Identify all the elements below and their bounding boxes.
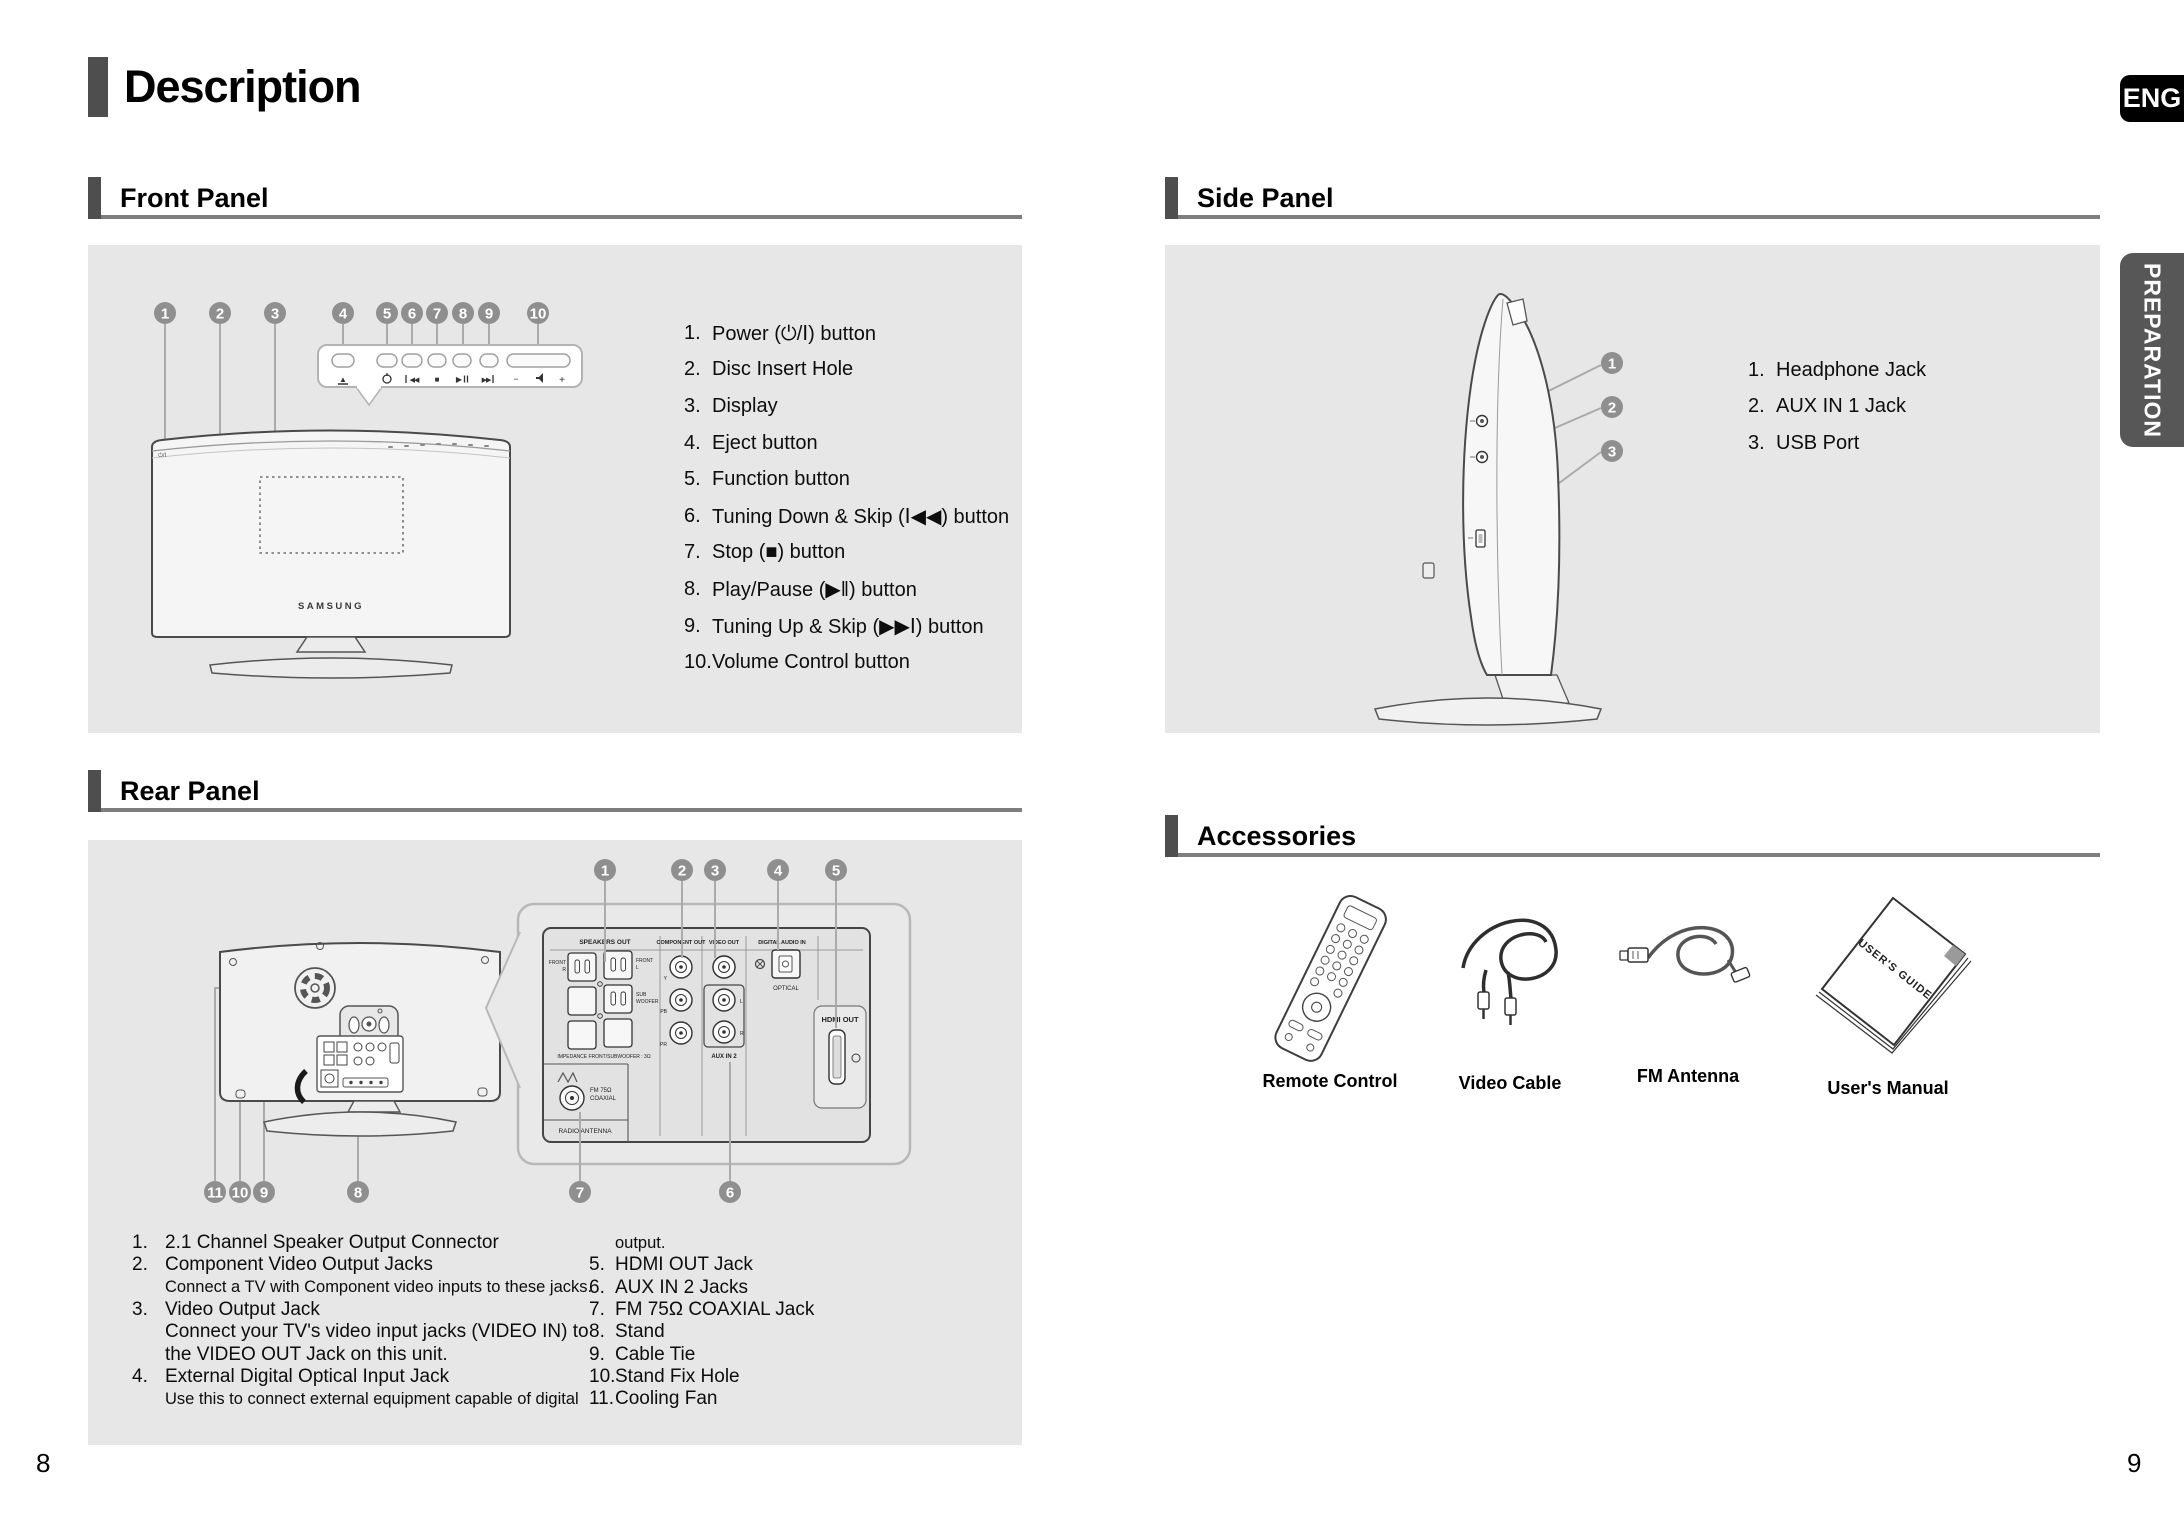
- rear-callout-5: [825, 859, 847, 881]
- svg-text:6: 6: [725, 1184, 735, 1202]
- accessory-label-video-cable: Video Cable: [1458, 1073, 1562, 1093]
- front-callout-2: [209, 302, 231, 324]
- rear-panel-heading: Rear Panel: [120, 776, 260, 806]
- digital-audio-in-label: DIGITAL AUDIO IN: [758, 940, 806, 946]
- list-item: 7. Stop (■) button: [684, 541, 846, 564]
- list-item: 8. Stand: [589, 1321, 665, 1343]
- svg-text:R: R: [562, 967, 566, 973]
- accessory-label-fm-antenna: FM Antenna: [1636, 1066, 1740, 1086]
- video-output-jack: [713, 956, 735, 978]
- svg-text:WOOFER: WOOFER: [636, 999, 659, 1005]
- front-callout-7: [426, 302, 448, 324]
- speakers-out-label: SPEAKERS OUT: [579, 939, 631, 946]
- svg-text:2: 2: [215, 305, 225, 323]
- remote-control-image: [1271, 892, 1390, 1065]
- svg-text:6: 6: [407, 305, 417, 323]
- list-item: 9. Tuning Up & Skip (▶▶Ⅰ) button: [684, 614, 984, 638]
- front-stand-neck: [297, 637, 365, 652]
- svg-text:9: 9: [484, 305, 494, 323]
- side-callout-1: [1601, 352, 1623, 374]
- rear-panel-rule: [101, 808, 1022, 812]
- list-item: 9. Cable Tie: [589, 1343, 696, 1365]
- svg-text:R: R: [740, 1031, 744, 1037]
- accessories-diagram: [1165, 878, 2100, 1098]
- list-item: 3. Video Output Jack: [132, 1299, 320, 1321]
- list-item-description: Connect a TV with Component video inputs to these jacks.: [165, 1278, 593, 1297]
- list-item: 10. Stand Fix Hole: [589, 1365, 740, 1387]
- side-hinge: [1423, 563, 1434, 578]
- list-item: 2. Disc Insert Hole: [684, 358, 854, 381]
- page-number-right: 9: [2127, 1448, 2142, 1478]
- list-item: 5. HDMI OUT Jack: [589, 1254, 753, 1276]
- accessory-label-remote-control: Remote Control: [1262, 1071, 1398, 1091]
- svg-text:4: 4: [773, 862, 783, 880]
- svg-text:L: L: [636, 965, 639, 971]
- svg-text:8: 8: [458, 305, 468, 323]
- rear-panel-bullet: [88, 770, 101, 812]
- list-item: 5. Function button: [684, 468, 850, 491]
- rear-callout-4: [767, 859, 789, 881]
- accessories-rule: [1178, 853, 2100, 857]
- rear-callout-1: [594, 859, 616, 881]
- front-callout-5: [376, 302, 398, 324]
- hdmi-out-jack: [814, 1006, 866, 1108]
- list-item: 6. AUX IN 2 Jacks: [589, 1276, 749, 1298]
- list-item: 4. External Digital Optical Input Jack: [132, 1365, 450, 1387]
- front-panel-bullet: [88, 177, 101, 219]
- front-callout-3: [264, 302, 286, 324]
- svg-text:Y: Y: [663, 976, 667, 982]
- side-panel-diagram: [1165, 245, 2100, 733]
- svg-text:FRONT: FRONT: [636, 958, 654, 964]
- list-item-description: output.: [615, 1233, 666, 1252]
- front-callout-6: [401, 302, 423, 324]
- aux-in-2-label: AUX IN 2: [711, 1054, 737, 1060]
- side-panel-rule: [1178, 215, 2100, 219]
- page-number-left: 8: [36, 1448, 51, 1478]
- play-pause-icon: ▶: [455, 375, 463, 384]
- language-badge: ENG: [2120, 75, 2184, 122]
- rear-stand-base: [264, 1112, 456, 1136]
- svg-text:4: 4: [338, 305, 348, 323]
- rear-callout-2: [671, 859, 693, 881]
- chapter-tab-preparation: PREPARATION: [2120, 253, 2184, 447]
- rear-callout-9: [253, 1181, 275, 1203]
- volume-slider: [507, 354, 570, 367]
- svg-text:3: 3: [710, 862, 720, 880]
- svg-text:1: 1: [600, 862, 610, 880]
- function-button: [377, 354, 397, 367]
- svg-text:2: 2: [677, 862, 687, 880]
- svg-text:5: 5: [831, 862, 841, 880]
- brand-logo: SAMSUNG: [297, 601, 365, 612]
- svg-text:1: 1: [160, 305, 170, 323]
- video-cable-image: [1463, 920, 1556, 1025]
- hdmi-out-label: HDMI OUT: [821, 1015, 859, 1024]
- eject-icon: ▲: [339, 375, 347, 384]
- front-callout-10: [527, 302, 549, 324]
- list-item: 10. Volume Control button: [684, 651, 910, 674]
- svg-text:FM 75Ω: FM 75Ω: [590, 1088, 612, 1094]
- users-manual-image: [1816, 898, 1971, 1053]
- front-panel-list: [684, 315, 1009, 681]
- accessories-heading: Accessories: [1197, 821, 1357, 851]
- optical-label: OPTICAL: [773, 986, 799, 992]
- rear-jack-cluster: [317, 1036, 403, 1092]
- svg-text:10: 10: [231, 1184, 249, 1202]
- list-item: 2. AUX IN 1 Jack: [1748, 395, 1907, 418]
- power-symbol-label: ⏻/Ⅰ: [158, 453, 167, 459]
- svg-text:10: 10: [529, 305, 547, 323]
- list-item: 8. Play/Pause (▶‖) button: [684, 577, 917, 601]
- svg-text:FRONT: FRONT: [548, 960, 566, 966]
- rear-panel-list-left: [132, 1232, 592, 1410]
- impedance-label: IMPEDANCE FRONT/SUBWOOFER : 3Ω: [557, 1054, 651, 1060]
- front-callout-8: [452, 302, 474, 324]
- rear-callout-6: [719, 1181, 741, 1203]
- rear-panel-list-right: [589, 1232, 814, 1410]
- stop-button: [428, 354, 446, 367]
- video-out-label: VIDEO OUT: [708, 940, 740, 946]
- list-item: 1. 2.1 Channel Speaker Output Connector: [132, 1232, 499, 1254]
- side-panel-list: [1748, 352, 1926, 462]
- svg-text:8: 8: [353, 1184, 363, 1202]
- list-item: 7. FM 75Ω COAXIAL Jack: [589, 1299, 815, 1321]
- svg-text:3: 3: [1607, 443, 1617, 461]
- list-item: 6. Tuning Down & Skip (Ⅰ◀◀) button: [684, 504, 1010, 528]
- fm-antenna-image: [1620, 928, 1750, 983]
- accessories-bullet: [1165, 815, 1178, 857]
- svg-text:SUB: SUB: [636, 992, 647, 998]
- play-pause-button: [453, 354, 471, 367]
- front-panel-rule: [101, 215, 1022, 219]
- rear-callout-8: [347, 1181, 369, 1203]
- front-callout-9: [478, 302, 500, 324]
- side-device-body: [1463, 294, 1559, 675]
- svg-text:L: L: [740, 999, 743, 1005]
- svg-text:7: 7: [432, 305, 442, 323]
- rear-stand-neck: [348, 1101, 400, 1112]
- list-item-description: the VIDEO OUT Jack on this unit.: [165, 1343, 448, 1365]
- manual-cover-title: USER'S GUIDE: [1855, 937, 1935, 1003]
- svg-text:7: 7: [575, 1184, 585, 1202]
- rear-callout-7: [569, 1181, 591, 1203]
- list-item: 2. Component Video Output Jacks: [132, 1254, 433, 1276]
- page-title: Description: [124, 61, 361, 112]
- side-callout-3: [1601, 440, 1623, 462]
- skip-forward-button: [480, 354, 498, 367]
- list-item: 3. USB Port: [1748, 431, 1860, 454]
- svg-text:PR: PR: [660, 1042, 667, 1048]
- skip-back-icon: ◀◀: [409, 377, 419, 384]
- svg-text:9: 9: [259, 1184, 269, 1202]
- volume-plus-icon: +: [559, 375, 565, 386]
- accessory-label-users-manual: User's Manual: [1827, 1078, 1949, 1098]
- svg-text:3: 3: [270, 305, 280, 323]
- skip-back-button: [402, 354, 422, 367]
- front-callout-4: [332, 302, 354, 324]
- rear-callout-3: [704, 859, 726, 881]
- stop-icon: ■: [434, 375, 440, 384]
- radio-antenna-label: RADIO ANTENNA: [558, 1128, 612, 1135]
- svg-text:11: 11: [207, 1184, 223, 1202]
- svg-text:PB: PB: [660, 1009, 667, 1015]
- rear-callout-10: [229, 1181, 251, 1203]
- component-out-label: COMPONENT OUT: [656, 940, 706, 946]
- svg-text:2: 2: [1607, 399, 1617, 417]
- side-callout-2: [1601, 396, 1623, 418]
- eject-button: [332, 354, 354, 367]
- list-item: 1. Power (⏻/Ⅰ) button: [684, 321, 877, 345]
- svg-text:5: 5: [382, 305, 392, 323]
- front-stand-base: [210, 658, 452, 678]
- svg-text:1: 1: [1607, 355, 1617, 373]
- rear-callout-11: [204, 1181, 226, 1203]
- list-item-description: Use this to connect external equipment capable of digital: [165, 1389, 579, 1408]
- skip-forward-icon: ▶▶: [481, 377, 491, 384]
- svg-text:COAXIAL: COAXIAL: [590, 1096, 617, 1102]
- list-item: 11. Cooling Fan: [589, 1388, 718, 1410]
- list-item: 1. Headphone Jack: [1748, 358, 1927, 381]
- front-callout-1: [154, 302, 176, 324]
- volume-minus-icon: −: [513, 374, 519, 384]
- list-item-description: Connect your TV's video input jacks (VIDEO IN) to: [165, 1321, 589, 1343]
- title-bullet: [88, 57, 108, 117]
- list-item: 3. Display: [684, 394, 778, 417]
- list-item: 4. Eject button: [684, 431, 818, 454]
- side-panel-bullet: [1165, 177, 1178, 219]
- side-panel-heading: Side Panel: [1197, 183, 1334, 213]
- front-panel-heading: Front Panel: [120, 183, 269, 213]
